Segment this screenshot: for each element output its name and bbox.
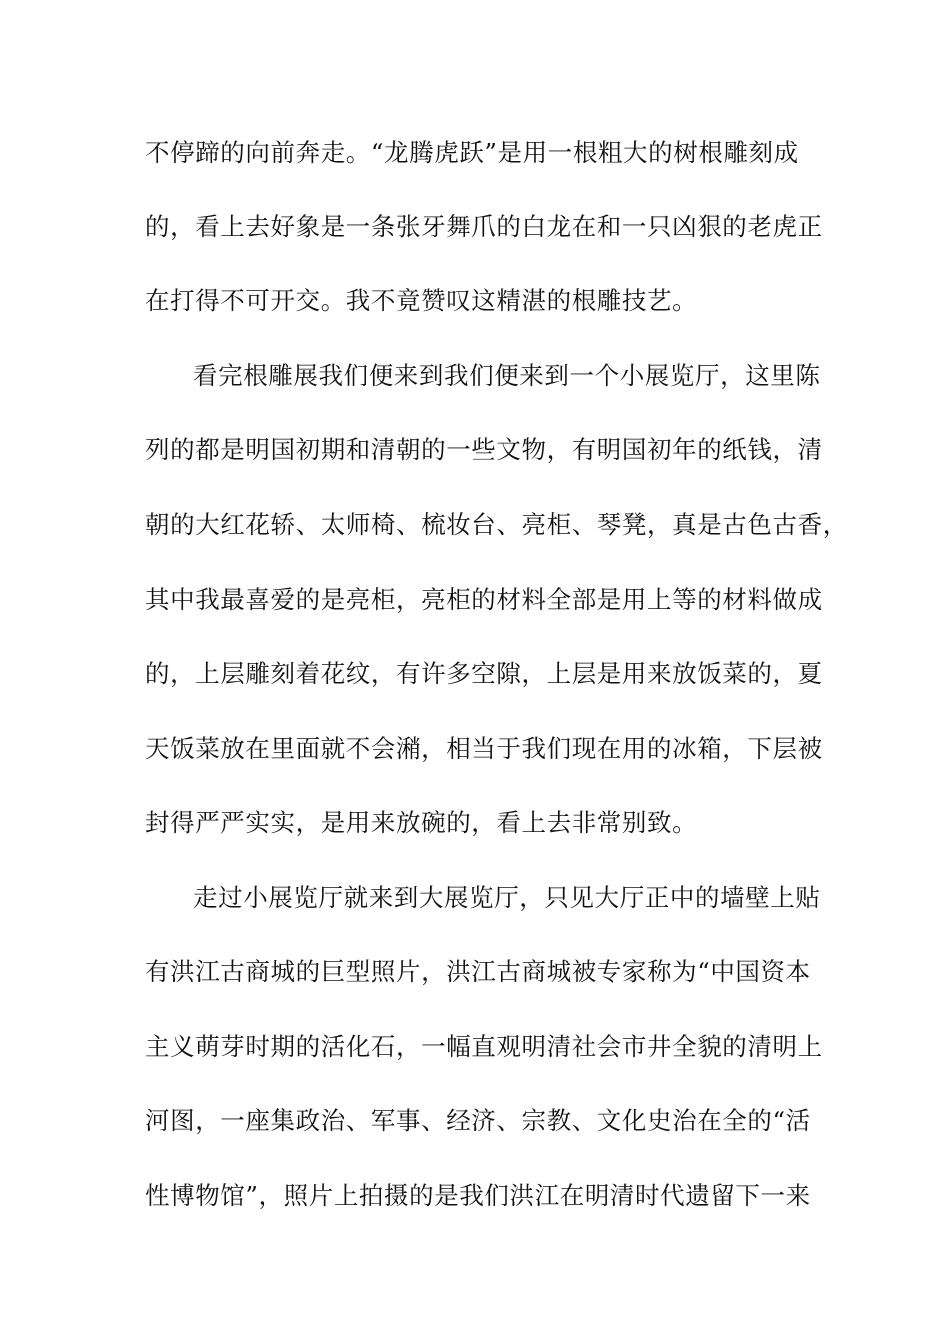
text-line-7: 其中我最喜爱的是亮柜，亮柜的材料全部是用上等的材料做成: [145, 585, 823, 614]
text-line-2: 的，看上去好象是一条张牙舞爪的白龙在和一只凶狠的老虎正: [145, 212, 823, 241]
text-line-5: 列的都是明国初期和清朝的一些文物，有明国初年的纸钱，清: [145, 435, 823, 464]
text-line-13: 主义萌芽时期的活化石，一幅直观明清社会市井全貌的清明上: [145, 1032, 823, 1061]
text-line-10: 封得严严实实，是用来放碗的，看上去非常别致。: [145, 808, 698, 837]
text-line-12: 有洪江古商城的巨型照片，洪江古商城被专家称为“中国资本: [145, 957, 811, 986]
text-line-14: 河图，一座集政治、军事、经济、宗教、文化史治在全的“活: [145, 1106, 811, 1135]
text-line-9: 天饭菜放在里面就不会潲，相当于我们现在用的冰箱，下层被: [145, 734, 823, 763]
text-line-4-paragraph-start: 看完根雕展我们便来到我们便来到一个小展览厅，这里陈: [193, 361, 821, 390]
text-line-11-paragraph-start: 走过小展览厅就来到大展览厅，只见大厅正中的墙壁上贴: [193, 883, 821, 912]
text-line-8: 的，上层雕刻着花纹，有许多空隙，上层是用来放饭菜的，夏: [145, 659, 823, 688]
text-line-1: 不停蹄的向前奔走。“龙腾虎跃”是用一根粗大的树根雕刻成: [145, 138, 799, 167]
text-line-3: 在打得不可开交。我不竟赞叹这精湛的根雕技艺。: [145, 286, 698, 315]
text-line-6: 朝的大红花轿、太师椅、梳妆台、亮柜、琴凳，真是古色古香，: [145, 510, 848, 539]
text-line-15: 性博物馆”，照片上拍摄的是我们洪江在明清时代遗留下一来: [145, 1181, 811, 1210]
